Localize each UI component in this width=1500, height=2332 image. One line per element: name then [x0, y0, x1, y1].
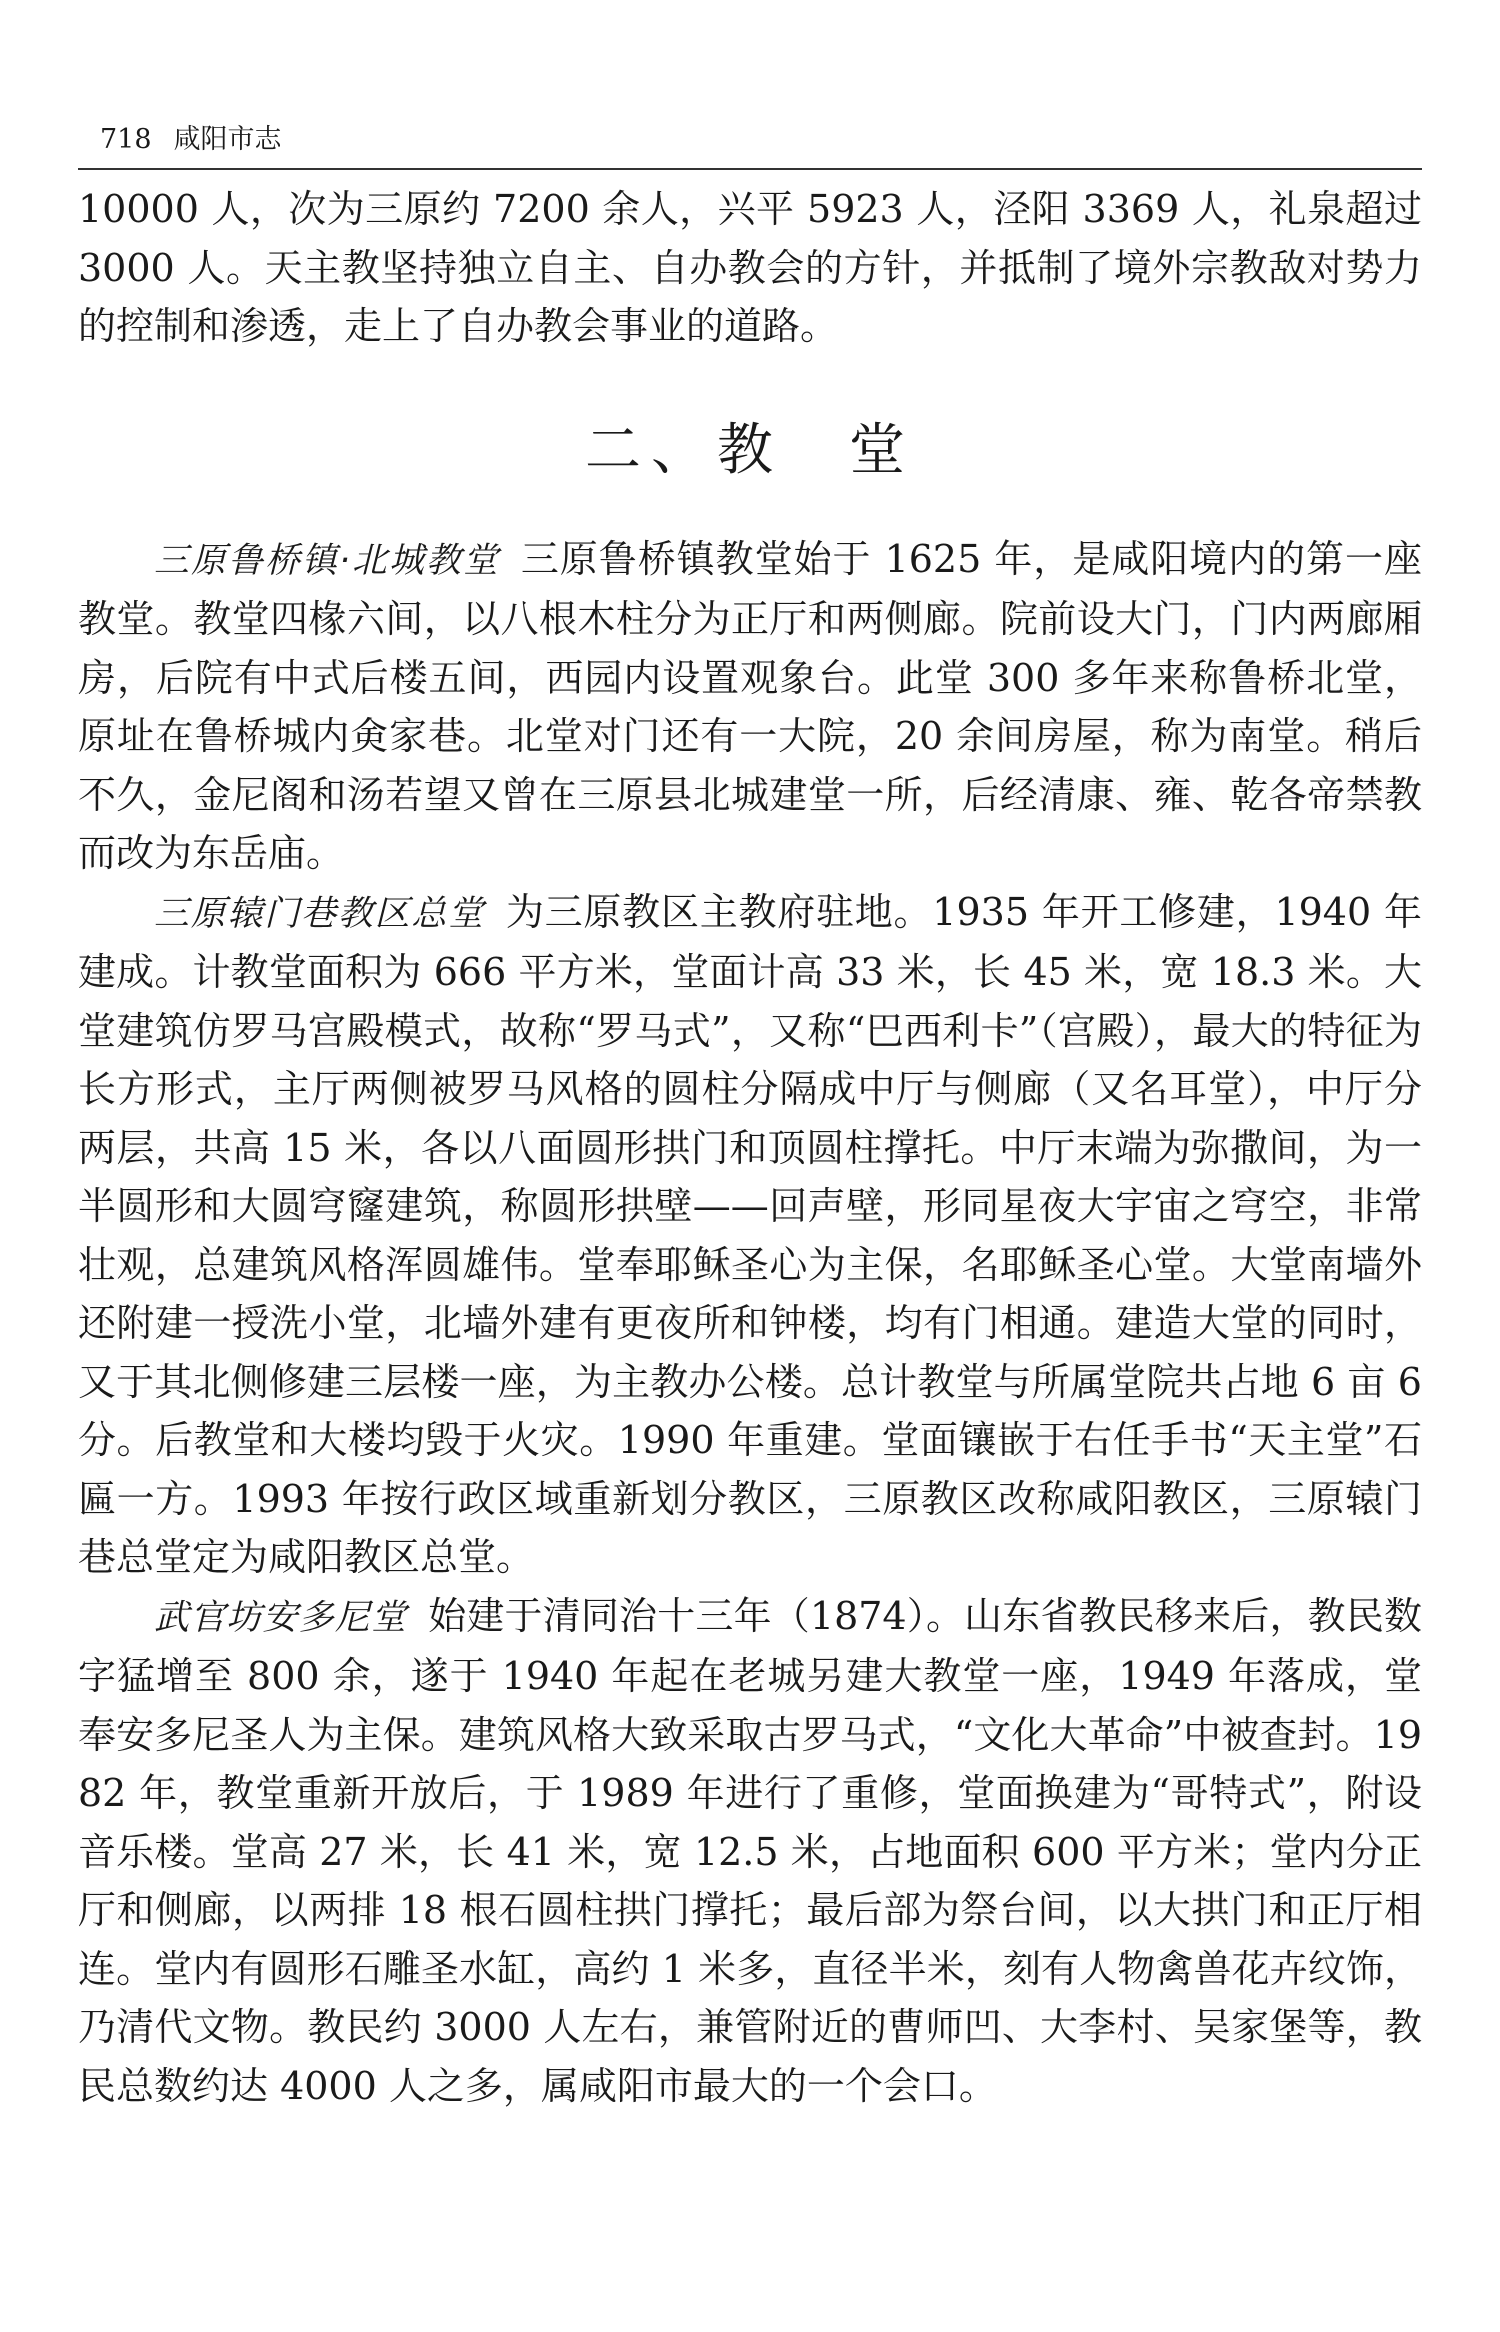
entry-text-luqiao: 三原鲁桥镇教堂始于 1625 年，是咸阳境内的第一座教堂。教堂四椽六间，以八根木柱分为正厅和两侧廊。院前设大门，门内两廊厢房，后院有中式后楼五间，西园内设置观象台。此堂 300 多年来称鲁桥北堂，原址在鲁桥城内㑒家巷。北堂对门还有一大院，20 余间房屋，称为南堂。稍后不久，金尼阁和汤若望又曾在三原县北城建堂一所，后经清康、雍、乾各帝禁教而改为东岳庙。	[78, 536, 1422, 875]
entry-text-wuguanfang: 始建于清同治十三年（1874）。山东省教民移来后，教民数字猛增至 800 余，遂于 1940 年起在老城另建大教堂一座，1949 年落成，堂奉安多尼圣人为主保。建筑风格大致采取古罗马式，“文化大革命”中被查封。1982 年，教堂重新开放后，于 1989 年进行了重修，堂面换建为“哥特式”，附设音乐楼。堂高 27 米，长 41 米，宽 12.5 米，占地面积 600 平方米；堂内分正厅和侧廊，以两排 18 根石圆柱拱门撑托；最后部为祭台间，以大拱门和正厅相连。堂内有圆形石雕圣水缸，高约 1 米多，直径半米，刻有人物禽兽花卉纹饰，乃清代文物。教民约 3000 人左右，兼管附近的曹师凹、大李村、吴家堡等，教民总数约达 4000 人之多，属咸阳市最大的一个会口。	[78, 1593, 1422, 2108]
entry-paragraph-yuanmenxiang	[78, 883, 1422, 1587]
entry-title-luqiao: 三原鲁桥镇·北城教堂	[154, 540, 500, 581]
entry-paragraph-luqiao	[78, 530, 1422, 883]
text-body	[78, 180, 1422, 2115]
intro-paragraph: 10000 人，次为三原约 7200 余人，兴平 5923 人，泾阳 3369 人，礼泉超过 3000 人。天主教坚持独立自主、自办教会的方针，并抵制了境外宗教敌对势力的控制和渗透，走上了自办教会事业的道路。	[78, 187, 1422, 348]
page-number: 718	[100, 124, 152, 155]
header-rule	[78, 168, 1422, 170]
entry-title-yuanmenxiang: 三原辕门巷教区总堂	[154, 893, 485, 934]
section-heading: 二、教 堂	[585, 417, 915, 483]
entry-title-wuguanfang: 武官坊安多尼堂	[154, 1597, 408, 1638]
running-head	[100, 124, 282, 156]
entry-text-yuanmenxiang: 为三原教区主教府驻地。1935 年开工修建，1940 年建成。计教堂面积为 666 平方米，堂面计高 33 米，长 45 米，宽 18.3 米。大堂建筑仿罗马宫殿模式，故称“罗马式”，又称“巴西利卡”（宫殿），最大的特征为长方形式，主厅两侧被罗马风格的圆柱分隔成中厅与侧廊（又名耳堂），中厅分两层，共高 15 米，各以八面圆形拱门和顶圆柱撑托。中厅末端为弥撒间，为一半圆形和大圆穹窿建筑，称圆形拱壁——回声壁，形同星夜大宇宙之穹空，非常壮观，总建筑风格浑圆雄伟。堂奉耶稣圣心为主保，名耶稣圣心堂。大堂南墙外还附建一授洗小堂，北墙外建有更夜所和钟楼，均有门相通。建造大堂的同时，又于其北侧修建三层楼一座，为主教办公楼。总计教堂与所属堂院共占地 6 亩 6 分。后教堂和大楼均毁于火灾。1990 年重建。堂面镶嵌于右任手书“天主堂”石匾一方。1993 年按行政区域重新划分教区，三原教区改称咸阳教区，三原辕门巷总堂定为咸阳教区总堂。	[78, 889, 1422, 1579]
book-title: 咸阳市志	[173, 124, 282, 155]
entry-paragraph-wuguanfang	[78, 1587, 1422, 2116]
